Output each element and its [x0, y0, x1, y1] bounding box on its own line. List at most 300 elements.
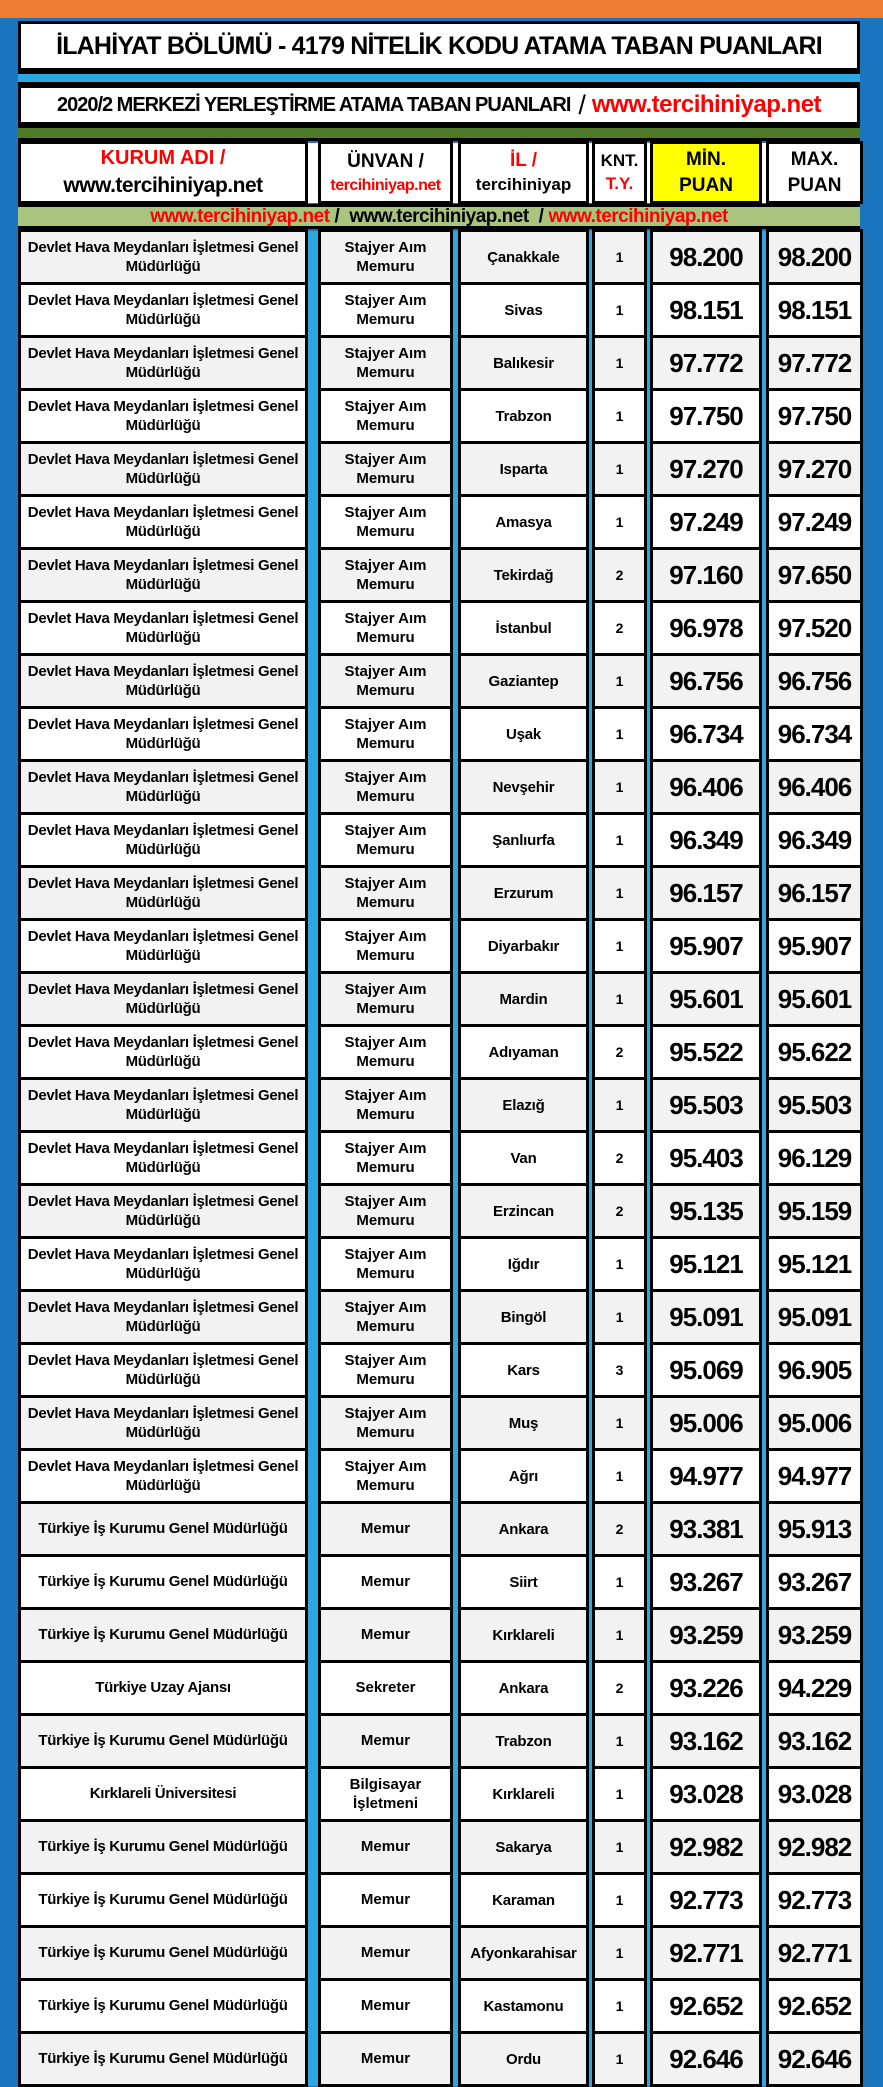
- cyan-column-separator: [307, 231, 320, 284]
- title-cell: Stajyer Aım Memuru: [320, 1291, 452, 1344]
- promo-slash-2: /: [538, 205, 544, 227]
- cyan-column-separator: [761, 1397, 768, 1450]
- cyan-column-separator: [452, 1715, 460, 1768]
- cyan-column-separator: [307, 1980, 320, 2033]
- cyan-column-separator: [452, 1821, 460, 1874]
- table-sheet: [18, 21, 860, 2087]
- quota-cell: 1: [594, 1450, 646, 1503]
- max-score-cell: 94.977: [768, 1450, 862, 1503]
- cyan-column-separator: [307, 708, 320, 761]
- cyan-column-separator: [307, 496, 320, 549]
- quota-cell: 1: [594, 1556, 646, 1609]
- max-score-cell: 96.905: [768, 1344, 862, 1397]
- max-score-cell: 94.229: [768, 1662, 862, 1715]
- cyan-column-separator: [761, 1874, 768, 1927]
- quota-cell: 1: [594, 1609, 646, 1662]
- cyan-column-separator: [452, 761, 460, 814]
- city-cell: Diyarbakır: [460, 920, 588, 973]
- institution-cell: Devlet Hava Meydanları İşletmesi Genel Müdürlüğü: [20, 1397, 307, 1450]
- cyan-column-separator: [761, 1079, 768, 1132]
- quota-cell: 1: [594, 1715, 646, 1768]
- title-cell: Stajyer Aım Memuru: [320, 1450, 452, 1503]
- table-row: [20, 814, 862, 867]
- quota-cell: 1: [594, 708, 646, 761]
- quota-cell: 1: [594, 973, 646, 1026]
- max-score-cell: 98.151: [768, 284, 862, 337]
- cyan-column-separator: [307, 1291, 320, 1344]
- city-cell: Kars: [460, 1344, 588, 1397]
- cyan-column-separator: [761, 814, 768, 867]
- cyan-column-separator: [452, 231, 460, 284]
- city-cell: Kırklareli: [460, 1609, 588, 1662]
- max-score-cell: 97.520: [768, 602, 862, 655]
- quota-cell: 1: [594, 814, 646, 867]
- column-header-title: [320, 143, 452, 203]
- cyan-column-separator: [452, 1450, 460, 1503]
- min-score-cell: 95.091: [652, 1291, 761, 1344]
- min-score-cell: 95.006: [652, 1397, 761, 1450]
- city-cell: Ankara: [460, 1503, 588, 1556]
- quota-cell: 2: [594, 1662, 646, 1715]
- cyan-column-separator: [452, 284, 460, 337]
- quota-cell: 1: [594, 284, 646, 337]
- cyan-column-separator: [307, 1715, 320, 1768]
- min-score-cell: 95.601: [652, 973, 761, 1026]
- column-header-max-score: [768, 143, 862, 203]
- max-score-cell: 93.259: [768, 1609, 862, 1662]
- max-score-cell: 93.162: [768, 1715, 862, 1768]
- column-header-min-line2: PUAN: [679, 174, 733, 196]
- cyan-column-separator: [307, 1079, 320, 1132]
- quota-cell: 2: [594, 549, 646, 602]
- max-score-cell: 95.601: [768, 973, 862, 1026]
- cyan-column-separator: [761, 1238, 768, 1291]
- cyan-column-separator: [452, 549, 460, 602]
- max-score-cell: 97.270: [768, 443, 862, 496]
- title-cell: Bilgisayar İşletmeni: [320, 1768, 452, 1821]
- quota-cell: 1: [594, 1874, 646, 1927]
- institution-cell: Devlet Hava Meydanları İşletmesi Genel Müdürlüğü: [20, 1026, 307, 1079]
- institution-cell: Türkiye İş Kurumu Genel Müdürlüğü: [20, 1556, 307, 1609]
- min-score-cell: 97.750: [652, 390, 761, 443]
- cyan-column-separator: [307, 1185, 320, 1238]
- quota-cell: 1: [594, 2033, 646, 2086]
- cyan-column-separator: [761, 708, 768, 761]
- institution-cell: Türkiye İş Kurumu Genel Müdürlüğü: [20, 2033, 307, 2086]
- table-row: [20, 1185, 862, 1238]
- quota-cell: 1: [594, 1768, 646, 1821]
- website-promo-bar: [18, 204, 860, 229]
- title-cell: Stajyer Aım Memuru: [320, 761, 452, 814]
- cyan-column-separator: [307, 1344, 320, 1397]
- title-cell: Stajyer Aım Memuru: [320, 814, 452, 867]
- cyan-column-separator: [452, 390, 460, 443]
- max-score-cell: 95.907: [768, 920, 862, 973]
- quota-cell: 1: [594, 867, 646, 920]
- min-score-cell: 93.226: [652, 1662, 761, 1715]
- cyan-column-separator: [452, 1079, 460, 1132]
- min-score-cell: 95.069: [652, 1344, 761, 1397]
- scores-table: [18, 229, 863, 2087]
- quota-cell: 2: [594, 1132, 646, 1185]
- quota-cell: 1: [594, 390, 646, 443]
- min-score-cell: 93.267: [652, 1556, 761, 1609]
- max-score-cell: 95.091: [768, 1291, 862, 1344]
- quota-cell: 1: [594, 920, 646, 973]
- cyan-column-separator: [761, 761, 768, 814]
- institution-cell: Devlet Hava Meydanları İşletmesi Genel Müdürlüğü: [20, 1185, 307, 1238]
- min-score-cell: 93.028: [652, 1768, 761, 1821]
- table-row: [20, 1344, 862, 1397]
- cyan-column-separator: [307, 655, 320, 708]
- title-cell: Memur: [320, 1556, 452, 1609]
- cyan-column-separator: [307, 1132, 320, 1185]
- min-score-cell: 98.200: [652, 231, 761, 284]
- table-row: [20, 1662, 862, 1715]
- max-score-cell: 92.982: [768, 1821, 862, 1874]
- title-cell: Sekreter: [320, 1662, 452, 1715]
- table-row: [20, 549, 862, 602]
- min-score-cell: 93.162: [652, 1715, 761, 1768]
- max-score-cell: 96.349: [768, 814, 862, 867]
- table-row: [20, 655, 862, 708]
- min-score-cell: 92.646: [652, 2033, 761, 2086]
- table-row: [20, 1821, 862, 1874]
- min-score-cell: 96.406: [652, 761, 761, 814]
- dark-green-divider-bar: [18, 125, 860, 141]
- cyan-column-separator: [452, 973, 460, 1026]
- cyan-column-separator: [452, 1609, 460, 1662]
- promo-website-black: www.tercihiniyap.net: [349, 205, 529, 227]
- max-score-cell: 97.249: [768, 496, 862, 549]
- min-score-cell: 92.771: [652, 1927, 761, 1980]
- cyan-column-separator: [761, 231, 768, 284]
- column-header-min-score: [652, 143, 761, 203]
- cyan-column-separator: [761, 973, 768, 1026]
- max-score-cell: 92.771: [768, 1927, 862, 1980]
- cyan-column-separator: [761, 1185, 768, 1238]
- city-cell: Elazığ: [460, 1079, 588, 1132]
- cyan-column-separator: [307, 920, 320, 973]
- quota-cell: 1: [594, 231, 646, 284]
- title-cell: Stajyer Aım Memuru: [320, 1132, 452, 1185]
- table-row: [20, 1397, 862, 1450]
- cyan-column-separator: [761, 1768, 768, 1821]
- city-cell: Çanakkale: [460, 231, 588, 284]
- cyan-column-separator: [307, 1927, 320, 1980]
- min-score-cell: 97.160: [652, 549, 761, 602]
- max-score-cell: 92.652: [768, 1980, 862, 2033]
- min-score-cell: 95.522: [652, 1026, 761, 1079]
- cyan-divider-bar: [18, 71, 860, 85]
- institution-cell: Devlet Hava Meydanları İşletmesi Genel Müdürlüğü: [20, 920, 307, 973]
- min-score-cell: 96.157: [652, 867, 761, 920]
- max-score-cell: 96.129: [768, 1132, 862, 1185]
- table-row: [20, 231, 862, 284]
- column-header-institution-line2: www.tercihiniyap.net: [63, 173, 263, 197]
- cyan-column-separator: [307, 867, 320, 920]
- institution-cell: Devlet Hava Meydanları İşletmesi Genel Müdürlüğü: [20, 1132, 307, 1185]
- cyan-column-separator: [452, 867, 460, 920]
- cyan-column-separator: [761, 1026, 768, 1079]
- city-cell: Iğdır: [460, 1238, 588, 1291]
- institution-cell: Türkiye İş Kurumu Genel Müdürlüğü: [20, 1927, 307, 1980]
- title-cell: Memur: [320, 1821, 452, 1874]
- institution-cell: Türkiye İş Kurumu Genel Müdürlüğü: [20, 1874, 307, 1927]
- title-cell: Memur: [320, 2033, 452, 2086]
- min-score-cell: 95.907: [652, 920, 761, 973]
- quota-cell: 1: [594, 655, 646, 708]
- top-orange-bar: [0, 0, 883, 18]
- max-score-cell: 97.772: [768, 337, 862, 390]
- city-cell: Mardin: [460, 973, 588, 1026]
- quota-cell: 2: [594, 1503, 646, 1556]
- table-row: [20, 1927, 862, 1980]
- quota-cell: 1: [594, 1291, 646, 1344]
- cyan-column-separator: [761, 1132, 768, 1185]
- institution-cell: Devlet Hava Meydanları İşletmesi Genel Müdürlüğü: [20, 1238, 307, 1291]
- quota-cell: 1: [594, 337, 646, 390]
- table-row: [20, 1609, 862, 1662]
- max-score-cell: 93.028: [768, 1768, 862, 1821]
- table-row: [20, 284, 862, 337]
- max-score-cell: 97.750: [768, 390, 862, 443]
- subtitle-text: 2020/2 MERKEZİ YERLEŞTİRME ATAMA TABAN PUANLARI: [56, 93, 571, 116]
- max-score-cell: 95.622: [768, 1026, 862, 1079]
- cyan-column-separator: [307, 1450, 320, 1503]
- cyan-column-separator: [761, 1980, 768, 2033]
- title-cell: Stajyer Aım Memuru: [320, 1397, 452, 1450]
- city-cell: Ağrı: [460, 1450, 588, 1503]
- cyan-column-separator: [307, 973, 320, 1026]
- city-cell: İstanbul: [460, 602, 588, 655]
- table-row: [20, 496, 862, 549]
- institution-cell: Devlet Hava Meydanları İşletmesi Genel Müdürlüğü: [20, 1079, 307, 1132]
- title-cell: Stajyer Aım Memuru: [320, 708, 452, 761]
- institution-cell: Türkiye İş Kurumu Genel Müdürlüğü: [20, 1715, 307, 1768]
- column-header-quota: [594, 143, 646, 203]
- city-cell: Erzincan: [460, 1185, 588, 1238]
- quota-cell: 1: [594, 1238, 646, 1291]
- city-cell: Siirt: [460, 1556, 588, 1609]
- cyan-column-separator: [452, 920, 460, 973]
- min-score-cell: 96.978: [652, 602, 761, 655]
- column-header-title-line1: ÜNVAN /: [347, 150, 424, 172]
- min-score-cell: 93.381: [652, 1503, 761, 1556]
- cyan-column-separator: [761, 1927, 768, 1980]
- cyan-column-separator: [452, 143, 460, 203]
- table-row: [20, 1238, 862, 1291]
- cyan-column-separator: [307, 549, 320, 602]
- cyan-column-separator: [761, 1344, 768, 1397]
- quota-cell: 1: [594, 761, 646, 814]
- cyan-column-separator: [452, 1662, 460, 1715]
- city-cell: Kastamonu: [460, 1980, 588, 2033]
- cyan-column-separator: [307, 1026, 320, 1079]
- min-score-cell: 95.121: [652, 1238, 761, 1291]
- table-row: [20, 973, 862, 1026]
- city-cell: Uşak: [460, 708, 588, 761]
- cyan-column-separator: [452, 2033, 460, 2086]
- cyan-column-separator: [452, 337, 460, 390]
- institution-cell: Devlet Hava Meydanları İşletmesi Genel Müdürlüğü: [20, 867, 307, 920]
- max-score-cell: 92.646: [768, 2033, 862, 2086]
- max-score-cell: 93.267: [768, 1556, 862, 1609]
- table-row: [20, 867, 862, 920]
- table-row: [20, 1026, 862, 1079]
- column-header-institution: [20, 143, 307, 203]
- max-score-cell: 98.200: [768, 231, 862, 284]
- cyan-column-separator: [761, 1715, 768, 1768]
- title-cell: Stajyer Aım Memuru: [320, 867, 452, 920]
- cyan-column-separator: [452, 1980, 460, 2033]
- city-cell: Ankara: [460, 1662, 588, 1715]
- institution-cell: Devlet Hava Meydanları İşletmesi Genel Müdürlüğü: [20, 496, 307, 549]
- subtitle-slash: /: [578, 89, 586, 120]
- quota-cell: 1: [594, 1980, 646, 2033]
- max-score-cell: 97.650: [768, 549, 862, 602]
- column-header-max-line2: PUAN: [787, 174, 842, 196]
- quota-cell: 3: [594, 1344, 646, 1397]
- institution-cell: Devlet Hava Meydanları İşletmesi Genel Müdürlüğü: [20, 761, 307, 814]
- cyan-column-separator: [761, 284, 768, 337]
- city-cell: Trabzon: [460, 390, 588, 443]
- min-score-cell: 92.652: [652, 1980, 761, 2033]
- cyan-column-separator: [307, 1609, 320, 1662]
- cyan-column-separator: [452, 1556, 460, 1609]
- city-cell: Van: [460, 1132, 588, 1185]
- title-cell: Memur: [320, 1503, 452, 1556]
- cyan-column-separator: [452, 1238, 460, 1291]
- cyan-column-separator: [761, 920, 768, 973]
- table-row: [20, 337, 862, 390]
- table-row: [20, 602, 862, 655]
- institution-cell: Devlet Hava Meydanları İşletmesi Genel Müdürlüğü: [20, 231, 307, 284]
- institution-cell: Devlet Hava Meydanları İşletmesi Genel Müdürlüğü: [20, 973, 307, 1026]
- cyan-column-separator: [307, 1556, 320, 1609]
- cyan-column-separator: [761, 602, 768, 655]
- cyan-column-separator: [307, 284, 320, 337]
- cyan-column-separator: [307, 1503, 320, 1556]
- title-cell: Stajyer Aım Memuru: [320, 337, 452, 390]
- title-cell: Memur: [320, 1715, 452, 1768]
- max-score-cell: 96.756: [768, 655, 862, 708]
- city-cell: Isparta: [460, 443, 588, 496]
- promo-slash-1: /: [334, 205, 340, 227]
- cyan-column-separator: [761, 549, 768, 602]
- city-cell: Amasya: [460, 496, 588, 549]
- institution-cell: Devlet Hava Meydanları İşletmesi Genel Müdürlüğü: [20, 602, 307, 655]
- max-score-cell: 96.734: [768, 708, 862, 761]
- cyan-column-separator: [452, 814, 460, 867]
- city-cell: Sakarya: [460, 1821, 588, 1874]
- institution-cell: Türkiye İş Kurumu Genel Müdürlüğü: [20, 1609, 307, 1662]
- cyan-column-separator: [307, 602, 320, 655]
- city-cell: Nevşehir: [460, 761, 588, 814]
- cyan-column-separator: [452, 1344, 460, 1397]
- cyan-column-separator: [307, 1874, 320, 1927]
- quota-cell: 2: [594, 1026, 646, 1079]
- max-score-cell: 95.121: [768, 1238, 862, 1291]
- institution-cell: Türkiye Uzay Ajansı: [20, 1662, 307, 1715]
- city-cell: Şanlıurfa: [460, 814, 588, 867]
- cyan-column-separator: [452, 1132, 460, 1185]
- min-score-cell: 95.503: [652, 1079, 761, 1132]
- institution-cell: Devlet Hava Meydanları İşletmesi Genel Müdürlüğü: [20, 655, 307, 708]
- quota-cell: 2: [594, 602, 646, 655]
- cyan-column-separator: [307, 1662, 320, 1715]
- title-cell: Stajyer Aım Memuru: [320, 920, 452, 973]
- city-cell: Afyonkarahisar: [460, 1927, 588, 1980]
- cyan-column-separator: [307, 2033, 320, 2086]
- cyan-column-separator: [761, 655, 768, 708]
- title-cell: Memur: [320, 1609, 452, 1662]
- city-cell: Kırklareli: [460, 1768, 588, 1821]
- min-score-cell: 94.977: [652, 1450, 761, 1503]
- institution-cell: Devlet Hava Meydanları İşletmesi Genel Müdürlüğü: [20, 337, 307, 390]
- cyan-column-separator: [761, 1450, 768, 1503]
- cyan-column-separator: [307, 761, 320, 814]
- cyan-column-separator: [761, 1503, 768, 1556]
- table-row: [20, 1980, 862, 2033]
- cyan-column-separator: [452, 655, 460, 708]
- column-header-institution-line1: KURUM ADI /: [100, 146, 226, 169]
- title-cell: Stajyer Aım Memuru: [320, 443, 452, 496]
- table-row: [20, 1768, 862, 1821]
- cyan-column-separator: [452, 1291, 460, 1344]
- title-cell: Memur: [320, 1980, 452, 2033]
- cyan-column-separator: [452, 602, 460, 655]
- institution-cell: Türkiye İş Kurumu Genel Müdürlüğü: [20, 1821, 307, 1874]
- min-score-cell: 97.270: [652, 443, 761, 496]
- cyan-column-separator: [452, 1874, 460, 1927]
- table-row: [20, 1874, 862, 1927]
- cyan-column-separator: [761, 1821, 768, 1874]
- city-cell: Muş: [460, 1397, 588, 1450]
- cyan-column-separator: [452, 1927, 460, 1980]
- table-row: [20, 2033, 862, 2086]
- quota-cell: 2: [594, 1185, 646, 1238]
- min-score-cell: 92.982: [652, 1821, 761, 1874]
- max-score-cell: 96.406: [768, 761, 862, 814]
- table-row: [20, 443, 862, 496]
- subtitle-website-text: www.tercihiniyap.net: [591, 91, 822, 118]
- column-header-min-line1: MİN.: [685, 148, 727, 170]
- institution-cell: Devlet Hava Meydanları İşletmesi Genel Müdürlüğü: [20, 549, 307, 602]
- institution-cell: Devlet Hava Meydanları İşletmesi Genel Müdürlüğü: [20, 1344, 307, 1397]
- city-cell: Trabzon: [460, 1715, 588, 1768]
- city-cell: Tekirdağ: [460, 549, 588, 602]
- max-score-cell: 95.913: [768, 1503, 862, 1556]
- max-score-cell: 95.159: [768, 1185, 862, 1238]
- quota-cell: 1: [594, 1821, 646, 1874]
- cyan-column-separator: [761, 1291, 768, 1344]
- cyan-column-separator: [452, 443, 460, 496]
- city-cell: Sivas: [460, 284, 588, 337]
- max-score-cell: 95.006: [768, 1397, 862, 1450]
- quota-cell: 1: [594, 443, 646, 496]
- title-cell: Stajyer Aım Memuru: [320, 549, 452, 602]
- cyan-column-separator: [761, 443, 768, 496]
- cyan-column-separator: [452, 1397, 460, 1450]
- institution-cell: Devlet Hava Meydanları İşletmesi Genel Müdürlüğü: [20, 284, 307, 337]
- cyan-column-separator: [452, 496, 460, 549]
- table-row: [20, 390, 862, 443]
- max-score-cell: 95.503: [768, 1079, 862, 1132]
- cyan-column-separator: [452, 1026, 460, 1079]
- title-cell: Memur: [320, 1927, 452, 1980]
- title-cell: Stajyer Aım Memuru: [320, 1185, 452, 1238]
